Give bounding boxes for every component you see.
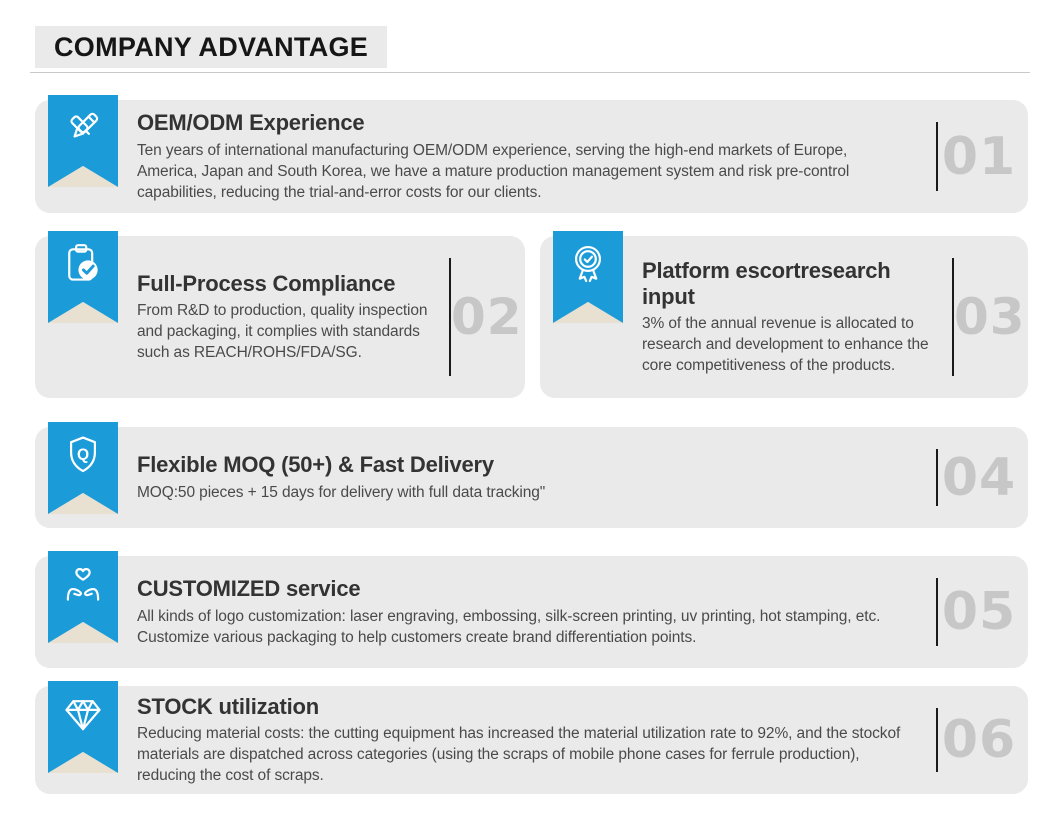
card-title: OEM/ODM Experience xyxy=(137,110,365,136)
card-title: Full-Process Compliance xyxy=(137,270,396,296)
card-content xyxy=(137,427,908,528)
card-number-block xyxy=(936,122,1020,191)
hands-heart-icon xyxy=(61,562,105,606)
advantage-card-stock xyxy=(35,686,1028,794)
card-number: 03 xyxy=(954,288,1026,346)
ribbon-bookmark xyxy=(48,231,118,323)
ribbon-bookmark xyxy=(48,551,118,643)
card-title: CUSTOMIZED service xyxy=(137,576,361,602)
shield-q-icon xyxy=(61,433,105,477)
card-number-block xyxy=(936,708,1020,772)
svg-text:Q: Q xyxy=(76,446,90,464)
advantage-card-compliance xyxy=(35,236,525,398)
card-description: 3% of the annual revenue is allocated to research and development to enhance the core competitiveness of the products. xyxy=(642,315,929,375)
card-number-block xyxy=(936,449,1020,506)
card-content xyxy=(137,236,435,398)
card-description: From R&D to production, quality inspection and packaging, it complies with standards such as REACH/ROHS/FDA/SG. xyxy=(137,302,428,362)
card-content xyxy=(137,100,908,213)
page-title-box xyxy=(35,26,387,68)
pen-tools-icon xyxy=(61,106,105,150)
page-title: COMPANY ADVANTAGE xyxy=(54,31,369,62)
card-content xyxy=(137,686,908,794)
ribbon-bookmark xyxy=(48,422,118,514)
card-title: STOCK utilization xyxy=(137,693,319,719)
card-number-block xyxy=(952,258,1026,376)
card-title: Flexible MOQ (50+) & Fast Delivery xyxy=(137,452,494,478)
clipboard-check-icon xyxy=(61,242,105,286)
card-number: 04 xyxy=(941,447,1017,508)
card-number: 06 xyxy=(941,710,1017,770)
ribbon-bookmark xyxy=(553,231,623,323)
card-content xyxy=(642,236,938,398)
card-description: Reducing material costs: the cutting equipment has increased the material utilization rate to 92%, and the stockof materials are dispatched across categories (using the scraps of mobile phone cases for ferrule production), reducing the cost of scraps. xyxy=(137,725,901,785)
card-title: Platform escortresearch input xyxy=(642,257,891,309)
diamond-icon xyxy=(61,692,105,736)
advantage-card-customized xyxy=(35,556,1028,668)
card-content xyxy=(137,556,908,668)
card-description: Ten years of international manufacturing OEM/ODM experience, serving the high-end markets of Europe, America, Japan and South Korea, we have a mature production management system and risk pre-control capabilities, reducing the trial-and-error costs for our clients. xyxy=(137,141,850,201)
card-number: 02 xyxy=(451,288,523,346)
card-description: All kinds of logo customization: laser engraving, embossing, silk-screen printing, uv printing, hot stamping, etc. Customize various packaging to help customers create brand differentiation points. xyxy=(137,607,881,646)
advantage-card-oem-odm xyxy=(35,100,1028,213)
medal-check-icon xyxy=(566,242,610,286)
advantage-card-moq-delivery xyxy=(35,427,1028,528)
card-number: 05 xyxy=(941,582,1017,642)
card-number-block xyxy=(449,258,523,376)
header-divider xyxy=(30,72,1030,73)
ribbon-bookmark xyxy=(48,95,118,187)
card-number: 01 xyxy=(941,126,1017,187)
card-description: MOQ:50 pieces + 15 days for delivery with full data tracking" xyxy=(137,483,546,501)
advantage-card-research xyxy=(540,236,1028,398)
card-number-block xyxy=(936,578,1020,646)
ribbon-bookmark xyxy=(48,681,118,773)
